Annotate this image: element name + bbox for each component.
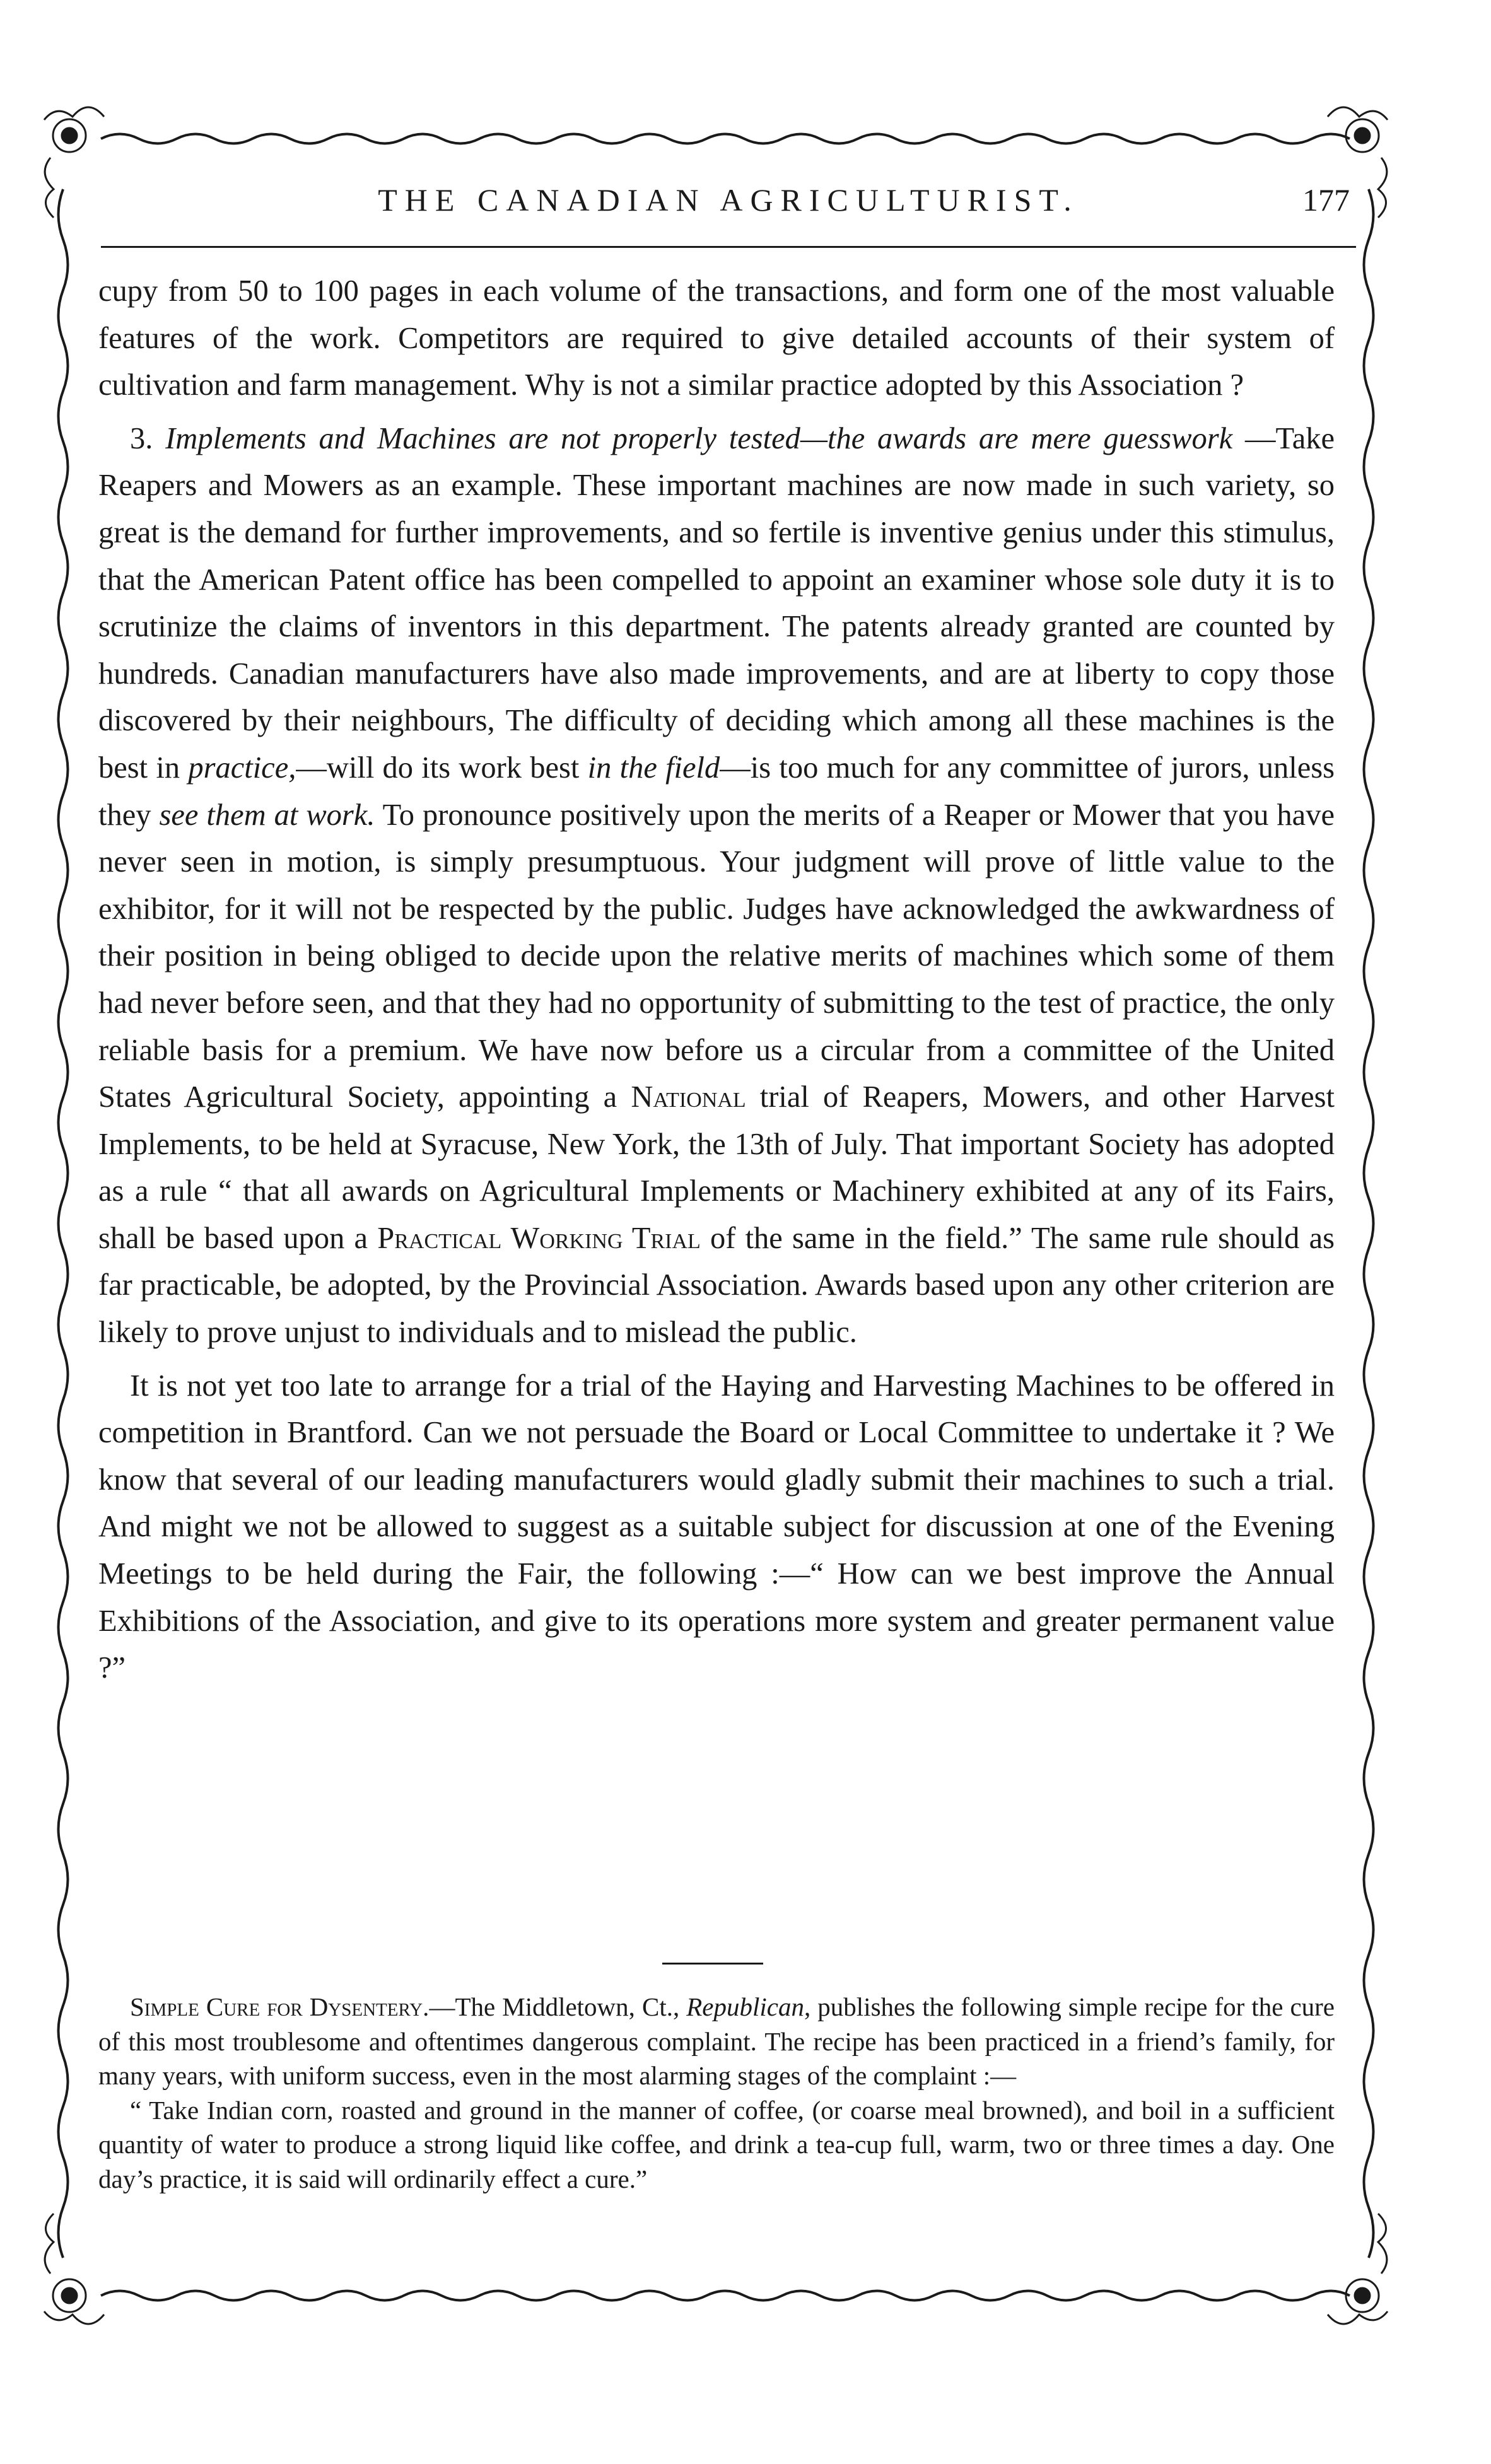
paragraph-2-text-d: To pronounce positively upon the merits of a Reaper or Mower that you have never seen in motion, is simply presumptuous. Your judgment will prove of little value to the exhibitor, for it will not be respected by the public. Judges have acknowledged the awkwardness of their position in being obliged to decide upon the relative merits of machines which some of them had never before seen, and that they had no opportunity of submitting to the test of practice, the only reliable basis for a premium. We have now before us a circular from a committee of the United States Agricultural Society, appointing a (98, 798, 1335, 1114)
item-number: 3. (130, 421, 153, 455)
corner-ornament-top-left (44, 107, 104, 218)
note-text-b: , publishes the following simple recipe for the cure of this most troublesome and oftentimes dangerous complaint. The recipe has been practiced in a friend’s family, for many years, with uniform success, even in the most alarming stages of the complaint :— (98, 1992, 1335, 2090)
paragraph-2-text-f: of the same in the field.” The same rule should as far practicable, be adopted, by the Provincial Association. Awards based upon any other criterion are likely to prove unjust to individuals and to mislead the public. (98, 1221, 1335, 1350)
main-article (98, 268, 1335, 1692)
corner-ornament-bottom-left (44, 2214, 104, 2324)
page-number: 177 (1302, 182, 1350, 218)
top-border-line (101, 134, 1350, 144)
small-caps-practical-working-trial: Practical Working Trial (377, 1221, 701, 1255)
bottom-border-line (101, 2291, 1350, 2301)
header-rule (101, 246, 1356, 248)
small-caps-national: National (631, 1080, 746, 1114)
note-paragraph (98, 1990, 1335, 2093)
emphasis-in-the-field: in the field (587, 750, 720, 785)
paragraph-3-text: It is not yet too late to arrange for a trial of the Haying and Harvesting Machines to be offered in competition in Brantford. Can we not persuade the Board or Local Committee to undertake it ? We know that several of our leading manufacturers would gladly submit their machines to such a trial. And might we not be allowed to suggest as a suitable subject for discussion at one of the Evening Meetings to be held during the Fair, the following :—“ How can we best improve the Annual Exhibitions of the Association, and give to its operations more system and greater permanent value ?” (98, 1369, 1335, 1685)
note-quote-text: “ Take Indian corn, roasted and ground in the manner of coffee, (or coarse meal browned), and boil in a sufficient quantity of water to produce a strong liquid like coffee, and drink a tea-cup full, warm, two or three times a day. One day’s practice, it is said will ordinarily effect a cure.” (98, 2095, 1335, 2193)
right-border-line (1364, 189, 1374, 2258)
paragraph-2-text-a: —Take Reapers and Mowers as an example. These important machines are now made in such variety, so great is the demand for further improvements, and so fertile is inventive genius under this stimulus, that the American Patent office has been compelled to appoint an examiner whose sole duty it is to scrutinize the claims of inventors in this department. The patents already granted are counted by hundreds. Canadian manufacturers have also made improvements, and are at liberty to copy those discovered by their neighbours, The difficulty of deciding which among all these machines is the best in (98, 421, 1335, 785)
note-quote (98, 2093, 1335, 2197)
left-border-line (59, 189, 68, 2258)
journal-title: THE CANADIAN AGRICULTURIST. (378, 182, 1079, 218)
paragraph-3 (98, 1363, 1335, 1692)
running-header (101, 177, 1356, 227)
corner-ornament-bottom-right (1328, 2214, 1388, 2324)
section-separator (662, 1963, 763, 1965)
paragraph-2-text-c: —is too much for any committee of jurors, unless they (98, 750, 1335, 832)
note-emphasis-republican: Republican (686, 1992, 804, 2021)
paragraph-2-text-e: trial of Reapers, Mowers, and other Harvest Implements, to be held at Syracuse, New York, the 13th of July. That important Society has adopted as a rule “ that all awards on Agricultural Implements or Machinery exhibited at any of its Fairs, shall be based upon a (98, 1080, 1335, 1255)
emphasis-practice: practice, (188, 750, 296, 785)
item-heading: Implements and Machines are not properly tested—the awards are mere guesswork (165, 421, 1233, 455)
paragraph-2-text-b: —will do its work best (296, 750, 588, 785)
paragraph-2 (98, 416, 1335, 1357)
emphasis-see-them-at-work: see them at work. (159, 798, 375, 832)
note-section (98, 1990, 1335, 2196)
paragraph-1 (98, 268, 1335, 409)
note-heading: Simple Cure for Dysentery. (130, 1992, 430, 2021)
note-text-a: —The Middletown, Ct., (429, 1992, 687, 2021)
paragraph-1-text: cupy from 50 to 100 pages in each volume of the transactions, and form one of the most valuable features of the work. Competitors are required to give detailed accounts of their system of cultivation and farm management. Why is not a similar practice adopted by this Association ? (98, 274, 1335, 402)
